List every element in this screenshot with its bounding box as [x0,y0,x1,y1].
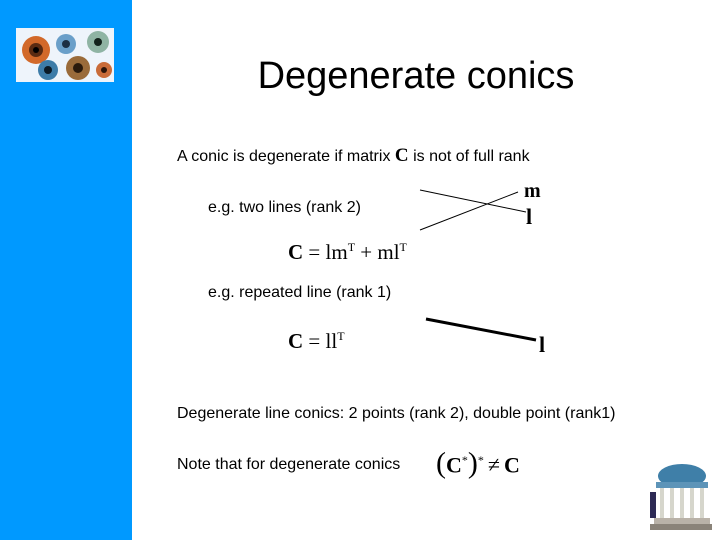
definition-suffix: is not of full rank [413,148,530,165]
eq2-term: ll [325,329,338,353]
eq1-term1: lm [325,240,348,264]
line-m [420,192,518,230]
eq2-transpose: T [337,329,345,343]
degenerate-line-conics: Degenerate line conics: 2 points (rank 2), double point (rank1) [177,405,616,422]
eq1-transpose2: T [399,240,407,254]
paren-close: ) [467,446,478,480]
slide-title: Degenerate conics [257,55,575,97]
eq1-equals: = [303,240,326,264]
dual-star: * [461,453,468,467]
eq2-equals: = [303,329,326,353]
equation-repeated-line [288,324,345,353]
eq1-plus: + [355,240,378,264]
equation-dual-conic [436,446,520,480]
line-l [420,190,526,212]
label-l-repeated: l [539,332,546,357]
matrix-symbol: C [394,145,409,166]
note-degenerate: Note that for degenerate conics [177,456,401,473]
paren-open: ( [436,446,446,480]
outer-star: * [477,453,484,467]
example-repeated-line: e.g. repeated line (rank 1) [208,284,392,301]
definition-prefix: A conic is degenerate if matrix [177,148,391,165]
eq1-term2: ml [377,240,400,264]
eq2-lhs: C [288,329,304,353]
label-l: l [526,204,533,229]
example-two-lines: e.g. two lines (rank 2) [208,199,361,216]
eq1-lhs: C [288,240,304,264]
rhs-c: C [503,452,520,478]
dual-c: C [446,452,462,478]
eq1-transpose1: T [347,240,356,254]
repeated-line [426,319,536,340]
campus-dome-icon [648,462,712,532]
label-m: m [524,180,541,202]
not-equal: ≠ [487,452,500,478]
